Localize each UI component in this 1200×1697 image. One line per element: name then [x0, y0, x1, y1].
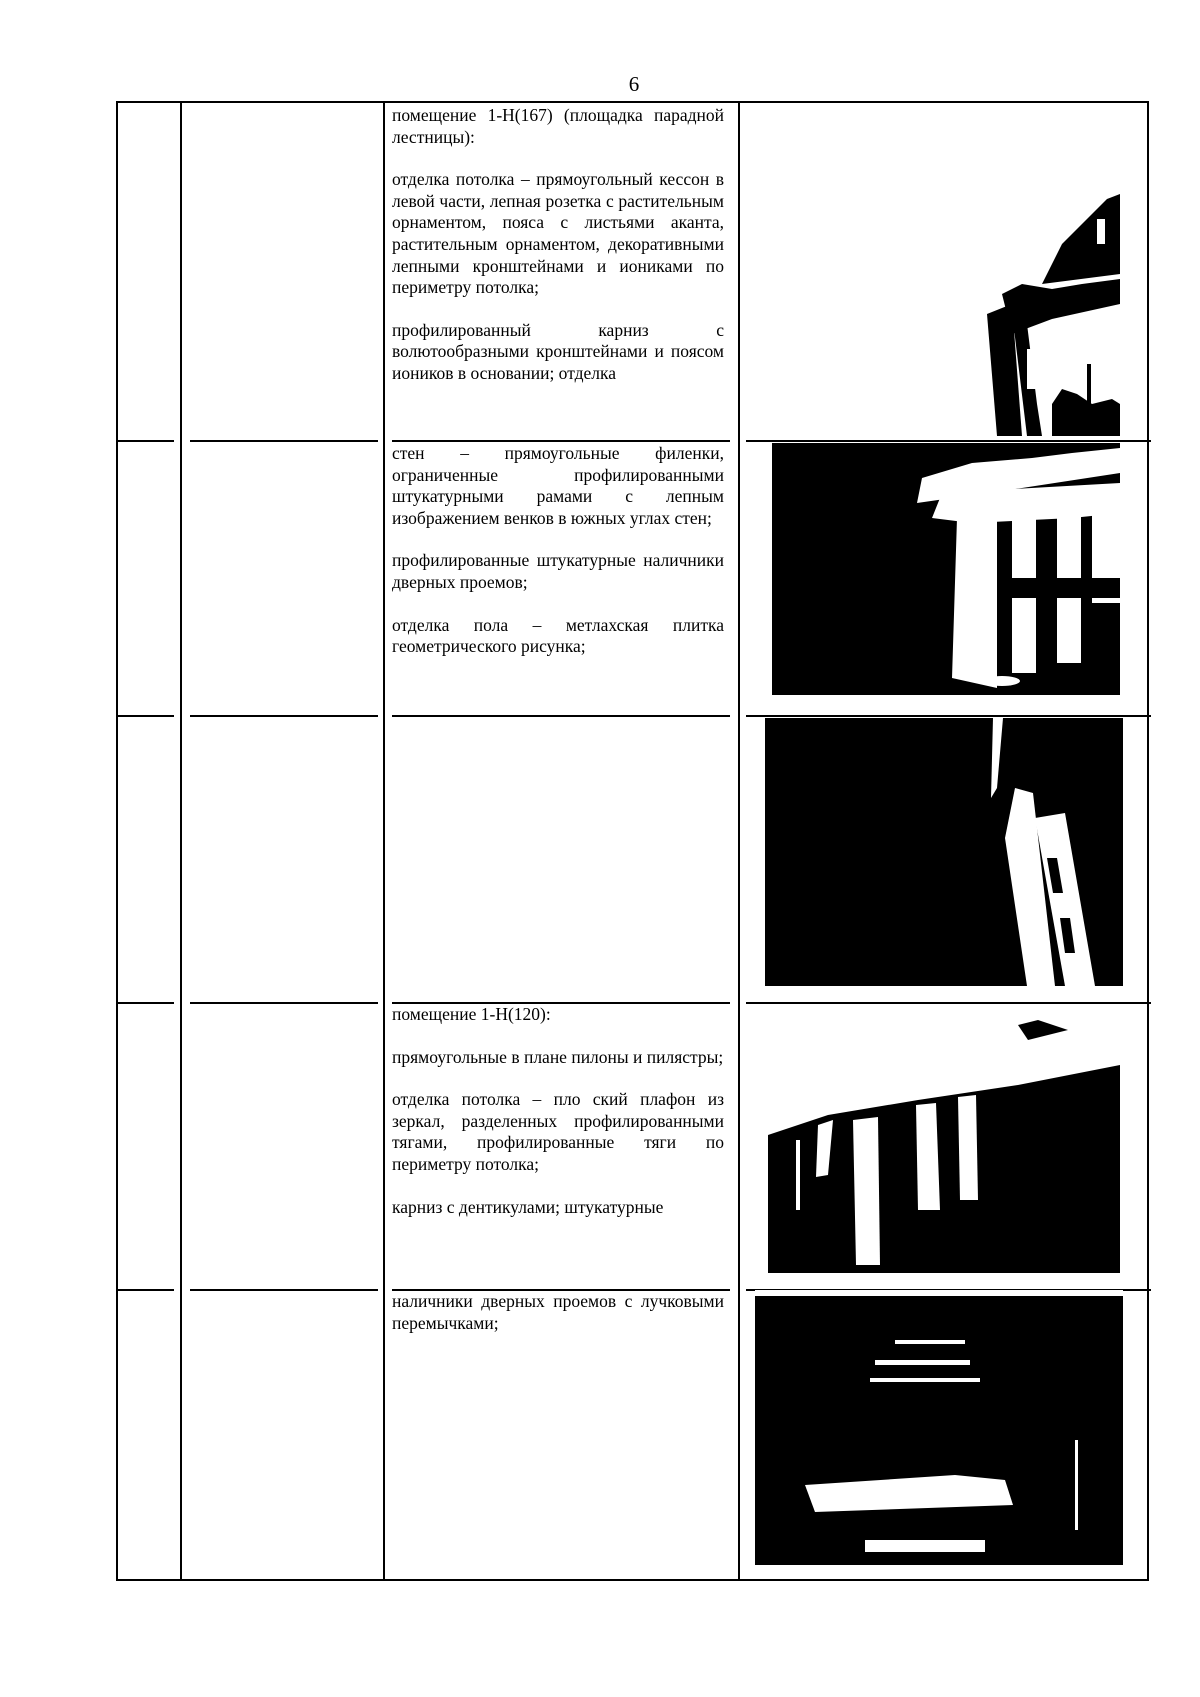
- description-paragraph: наличники дверных проемов с лучковыми перемычками;: [392, 1291, 724, 1333]
- row-separator: [190, 1002, 378, 1004]
- row-separator: [392, 440, 730, 442]
- stair-landing-ceiling-photo: [752, 104, 1120, 436]
- column-divider: [180, 103, 182, 1579]
- column-divider: [383, 103, 385, 1579]
- row-separator: [118, 1289, 174, 1291]
- hall-ceiling-photo: [768, 1005, 1120, 1273]
- description-paragraph: отделка потолка – прямоугольный кессон в левой части, лепная розетка с растительным орнаментом, пояса с листьями аканта, растительным орнаментом, декоративными лепными кронштейнами и иониками по периметру потолка;: [392, 169, 724, 298]
- row-separator: [746, 715, 1151, 717]
- row-separator: [392, 715, 730, 717]
- row-2-description: [392, 443, 724, 658]
- corridor-doorways-photo: [755, 1290, 1123, 1565]
- row-separator: [118, 440, 174, 442]
- row-separator: [190, 440, 378, 442]
- row-separator: [746, 1002, 1151, 1004]
- row-separator: [190, 715, 378, 717]
- description-paragraph: отделка потолка – пло ский плафон из зеркал, разделенных профилированными тягами, профилированные тяги по периметру потолка;: [392, 1089, 724, 1174]
- description-paragraph: профилированный карниз с волютообразными кронштейнами и поясом иоников в основании; отделка: [392, 319, 724, 383]
- wall-panels-photo: [772, 443, 1120, 695]
- description-paragraph: прямоугольные в плане пилоны и пилястры;: [392, 1046, 724, 1067]
- description-paragraph: отделка пола – метлахская плитка геометрического рисунка;: [392, 614, 724, 657]
- row-4-description: [392, 1004, 724, 1218]
- row-separator: [746, 440, 1151, 442]
- description-paragraph: карниз с дентикулами; штукатурные: [392, 1196, 664, 1217]
- corner-pilaster-photo: [765, 718, 1123, 986]
- row-5-description: [392, 1291, 724, 1334]
- row-separator: [190, 1289, 378, 1291]
- column-divider: [738, 103, 740, 1579]
- page-number: 6: [628, 72, 640, 96]
- row-separator: [118, 715, 174, 717]
- description-paragraph: помещение 1-Н(167) (площадка парадной лестницы):: [392, 105, 724, 147]
- description-paragraph: профилированные штукатурные наличники дверных проемов;: [392, 550, 724, 592]
- description-paragraph: стен – прямоугольные филенки, ограниченные профилированными штукатурными рамами с лепным изображением венков в южных углах стен;: [392, 443, 724, 528]
- row-1-description: [392, 105, 724, 385]
- description-paragraph: помещение 1-Н(120):: [392, 1004, 551, 1024]
- row-separator: [118, 1002, 174, 1004]
